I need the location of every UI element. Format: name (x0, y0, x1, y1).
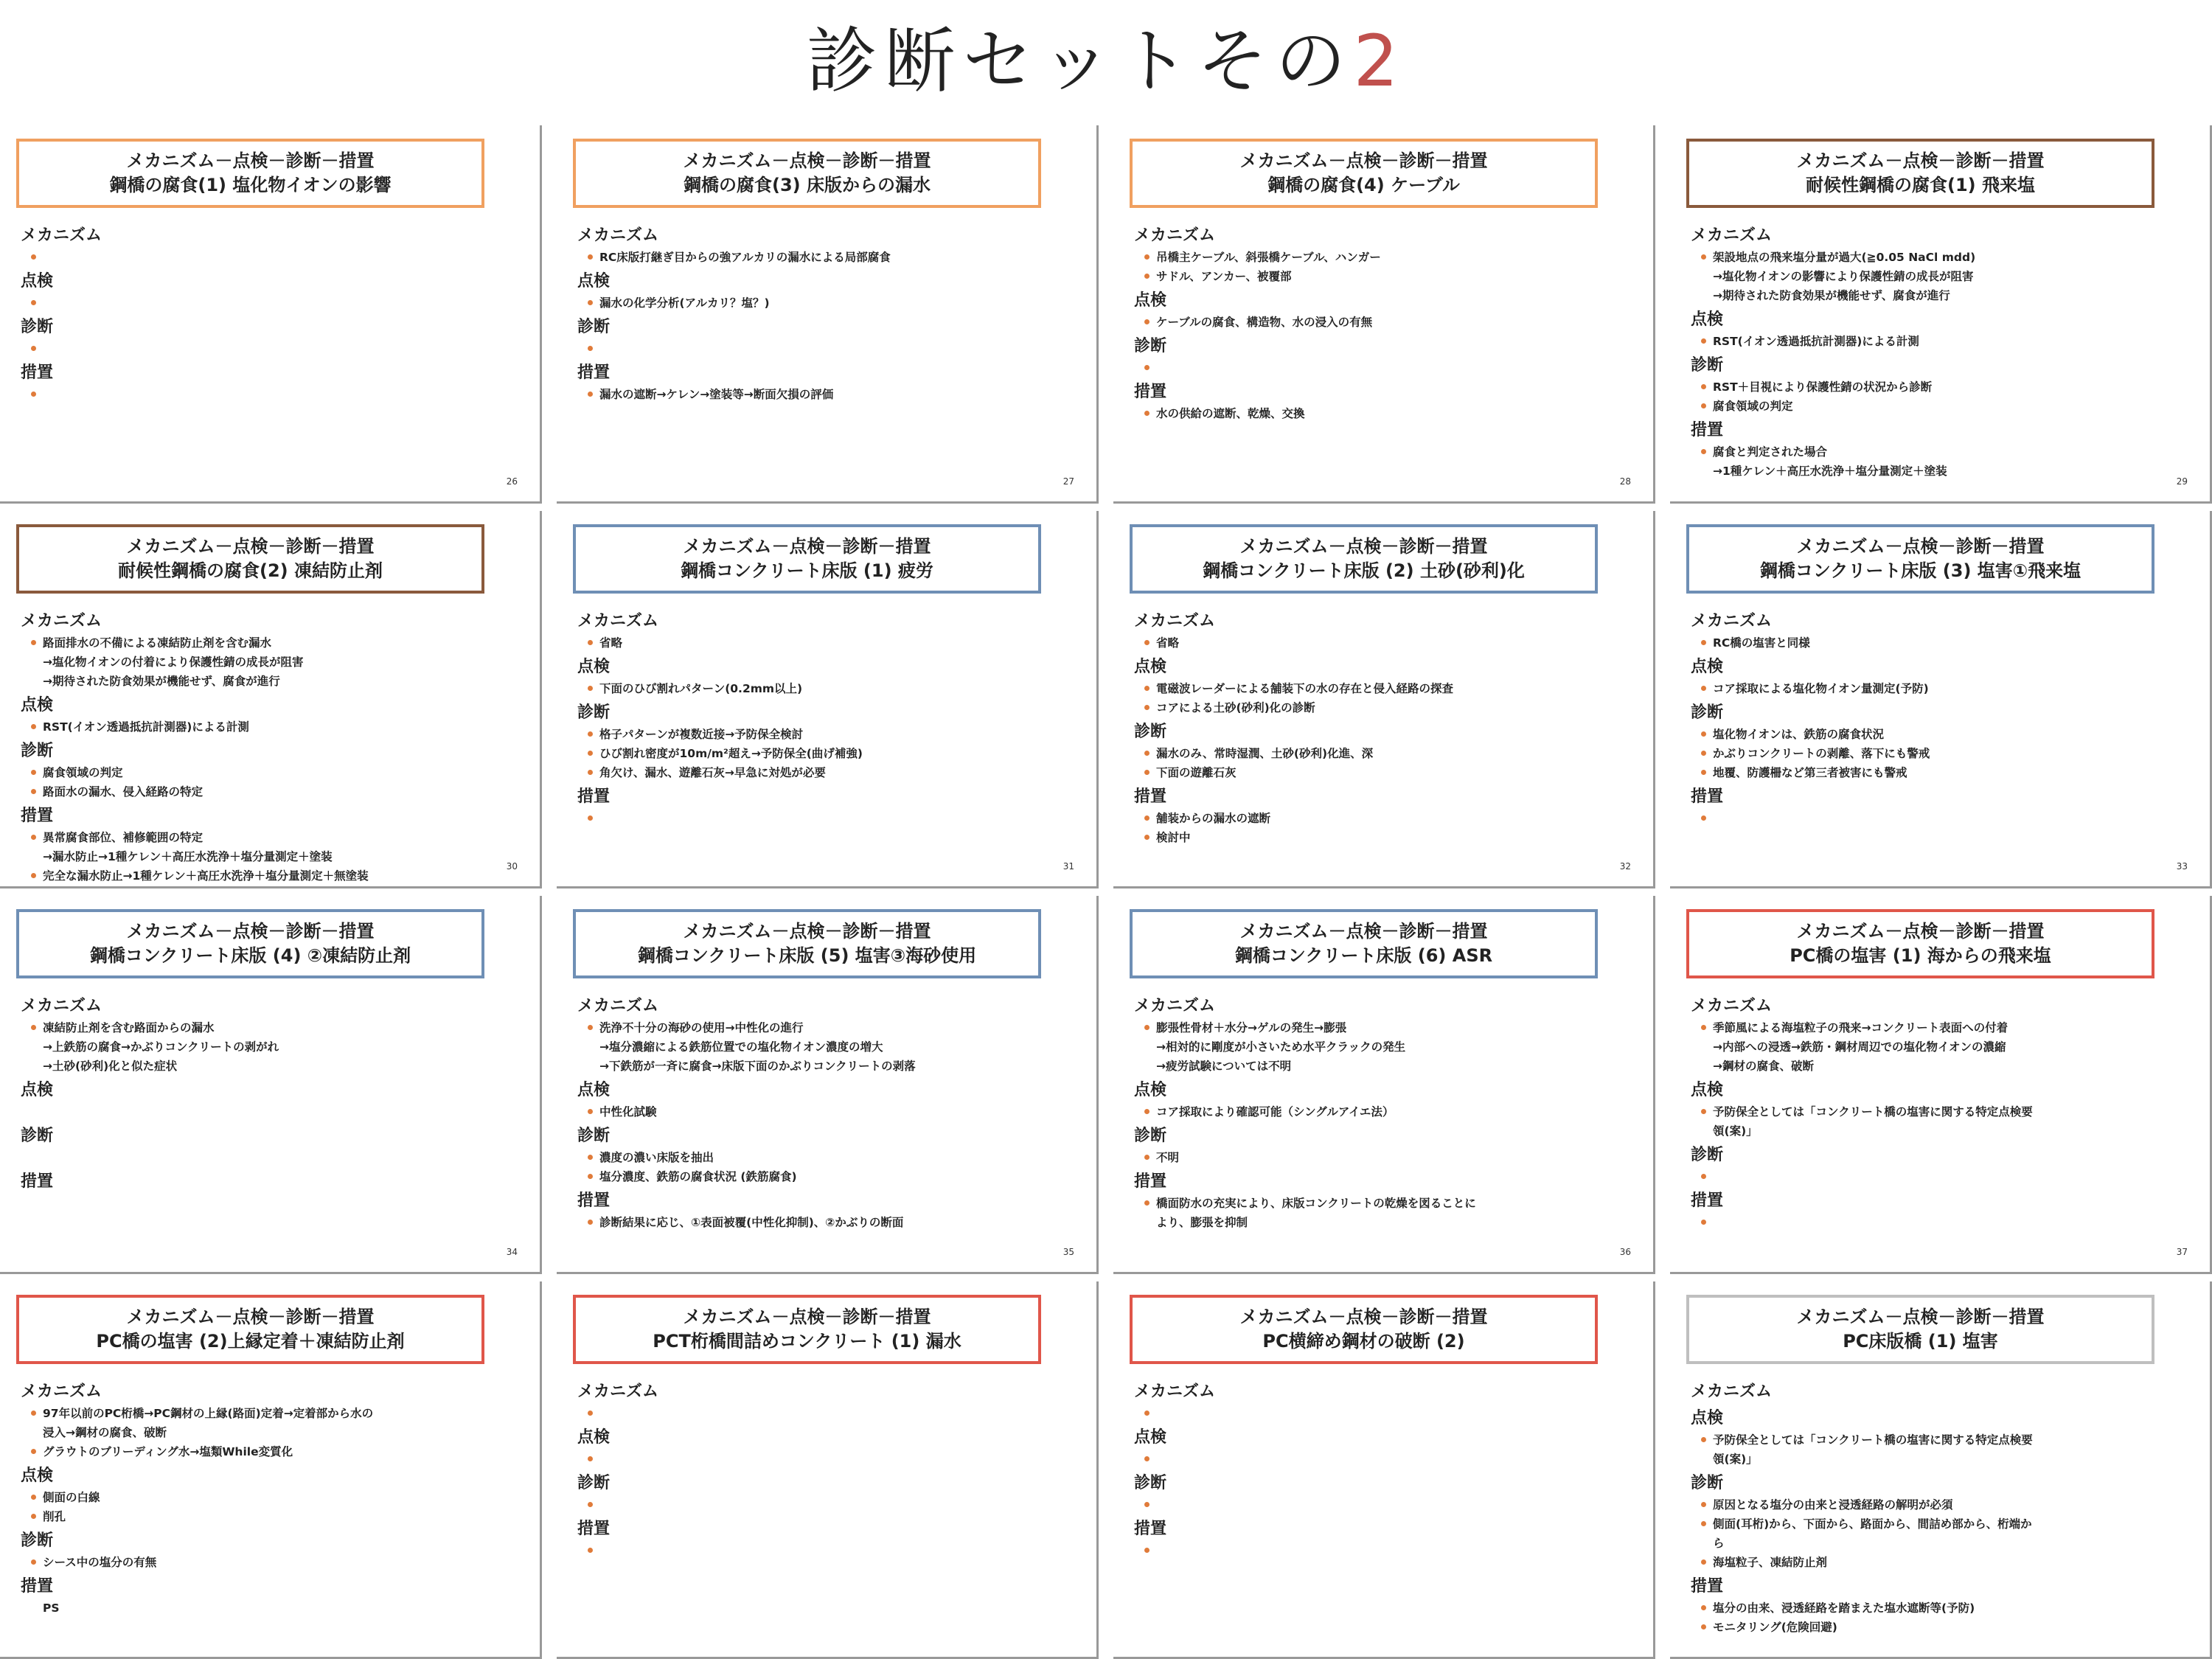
slide-thumbnail[interactable] (557, 125, 1099, 504)
bullet-item: 腐食と判定された場合 (1691, 442, 2191, 462)
section-heading: 措置 (577, 787, 611, 806)
slide-page-number: 32 (1619, 861, 1631, 872)
slide-title-box (16, 139, 484, 208)
bullet-item: 不明 (1134, 1148, 1634, 1167)
bullet-item (1134, 1541, 1634, 1560)
bullet-item: 季節風による海塩粒子の飛来→コンクリート表面への付着 (1691, 1018, 2191, 1037)
slide-page-number: 27 (1062, 476, 1074, 487)
bullet-item: 地覆、防護柵など第三者被害にも警戒 (1691, 763, 2191, 782)
bullet-item (577, 339, 1077, 358)
bullet-item: RC橋の塩害と同様 (1691, 633, 2191, 653)
section-heading: 診断 (1691, 1473, 1724, 1492)
slide-thumbnail[interactable] (0, 511, 542, 889)
bullet-item: 下面の遊離石灰 (1134, 763, 1634, 782)
bullet-item (1134, 1450, 1634, 1469)
slide-page-number: 34 (506, 1246, 518, 1257)
section-heading: 点検 (577, 657, 611, 676)
bullet-item: 凍結防止剤を含む路面からの漏水 (21, 1018, 521, 1037)
section-heading: 点検 (1134, 1427, 1167, 1447)
continuation-line: →塩化物イオンの影響により保護性錆の成長が阻害 (1713, 270, 1974, 283)
section-heading: 措置 (577, 1519, 611, 1538)
section-heading: 診断 (21, 1127, 54, 1145)
section-heading: 診断 (1134, 337, 1167, 355)
slide-title-line: メカニズム－点検－診断－措置 (1796, 535, 2045, 557)
bullet-item: モニタリング(危険回避) (1691, 1618, 2191, 1637)
slide-subtitle-line: PC橋の塩害 (2)上縁定着＋凍結防止剤 (96, 1330, 405, 1352)
section-heading: 診断 (577, 703, 611, 722)
slide-body (15, 995, 521, 1194)
section-heading: 点検 (577, 1427, 611, 1447)
slide-title-box (1130, 524, 1598, 594)
section-heading: メカニズム (1134, 226, 1216, 245)
continuation-line: →下鉄筋が一斉に腐食→床版下面のかぶりコンクリートの剥落 (599, 1060, 916, 1073)
section-spacer (21, 1102, 521, 1121)
section-heading: メカニズム (577, 611, 659, 630)
continuation-line: 領(案)」 (1713, 1452, 1758, 1466)
bullet-item: 予防保全としては「コンクリート橋の塩害に関する特定点検要 (1691, 1430, 2191, 1450)
section-heading: メカニズム (577, 226, 659, 245)
section-heading: 診断 (577, 1127, 611, 1145)
bullet-item (1691, 809, 2191, 828)
slide-thumbnail[interactable] (1113, 896, 1655, 1274)
section-heading: 措置 (1134, 1172, 1167, 1191)
section-heading: 点検 (21, 1081, 54, 1099)
section-heading: メカニズム (1134, 997, 1216, 1015)
section-heading: 診断 (1134, 722, 1167, 741)
bullet-item: 側面の白線 (21, 1488, 521, 1507)
slide-title-box (16, 524, 484, 594)
continuation-line: →鋼材の腐食、破断 (1713, 1060, 1814, 1073)
bullet-item: 電磁波レーダーによる舗装下の水の存在と侵入経路の探査 (1134, 679, 1634, 698)
slide-body (1685, 610, 2191, 828)
bullet-item: 省略 (1134, 633, 1634, 653)
section-heading: 点検 (21, 272, 54, 291)
slide-subtitle-line: 耐候性鋼橋の腐食(1) 飛来塩 (1806, 175, 2035, 195)
bullet-item: RST(イオン透過抵抗計測器)による計測 (21, 717, 521, 737)
bullet-item: 漏水の遮断→ケレン→塗装等→断面欠損の評価 (577, 385, 1077, 404)
section-heading: 措置 (21, 364, 54, 382)
bullet-item: RST＋目視により保護性錆の状況から診断 (1691, 378, 2191, 397)
bullet-item: サドル、アンカー、被覆部 (1134, 267, 1634, 286)
continuation-line: →上鉄筋の腐食→かぶりコンクリートの剥がれ (43, 1040, 279, 1054)
section-heading: 診断 (1691, 1146, 1724, 1164)
continuation-line: →塩化物イオンの付着により保護性錆の成長が阻害 (43, 655, 304, 669)
bullet-item: 中性化試験 (577, 1102, 1077, 1121)
bullet-item (577, 1495, 1077, 1514)
slide-title-box (1130, 1295, 1598, 1364)
section-heading: メカニズム (21, 611, 102, 630)
slide-title-box (1686, 1295, 2154, 1364)
section-heading: メカニズム (21, 226, 102, 245)
bullet-item: 腐食領域の判定 (1691, 397, 2191, 416)
slide-thumbnail[interactable] (1670, 511, 2212, 889)
slide-body (571, 995, 1077, 1232)
bullet-item: 原因となる塩分の由来と浸透経路の解明が必須 (1691, 1495, 2191, 1514)
section-heading: 点検 (21, 1466, 54, 1485)
section-heading: 診断 (577, 318, 611, 336)
bullet-item: 塩分の由来、浸透経路を踏まえた塩水遮断等(予防) (1691, 1599, 2191, 1618)
slide-title-line: メカニズム－点検－診断－措置 (1796, 150, 2045, 171)
slide-page-number: 35 (1062, 1246, 1074, 1257)
slide-subtitle-line: 鋼橋コンクリート床版 (6) ASR (1234, 945, 1493, 966)
bullet-item: 下面のひび割れパターン(0.2mm以上) (577, 679, 1077, 698)
slide-subtitle-line: 鋼橋の腐食(3) 床版からの漏水 (684, 175, 931, 195)
slide-thumbnail[interactable] (0, 1281, 542, 1659)
slide-thumbnail[interactable] (0, 125, 542, 504)
bullet-item: 舗装からの漏水の遮断 (1134, 809, 1634, 828)
section-heading: 診断 (1691, 703, 1724, 722)
slide-subtitle-line: 耐候性鋼橋の腐食(2) 凍結防止剤 (118, 560, 383, 581)
bullet-item: 漏水の化学分析(アルカリ？塩？) (577, 293, 1077, 313)
slide-title-line: メカニズム－点検－診断－措置 (683, 150, 931, 171)
slide-body (571, 610, 1077, 828)
slide-title-line: メカニズム－点検－診断－措置 (683, 921, 931, 942)
bullet-item: シース中の塩分の有無 (21, 1553, 521, 1572)
bullet-item: 格子パターンが複数近接→予防保全検討 (577, 725, 1077, 744)
slide-subtitle-line: PC橋の塩害 (1) 海からの飛来塩 (1790, 945, 2051, 966)
slide-thumbnail[interactable] (1670, 1281, 2212, 1659)
bullet-item (21, 339, 521, 358)
section-heading: メカニズム (577, 997, 659, 1015)
continuation-line: より、膨張を抑制 (1156, 1216, 1248, 1229)
slide-title-line: メカニズム－点検－診断－措置 (1239, 1306, 1488, 1327)
slide-thumbnail[interactable] (557, 896, 1099, 1274)
slide-title-box (573, 1295, 1041, 1364)
bullet-item: 検討中 (1134, 828, 1634, 847)
section-heading: メカニズム (21, 997, 102, 1015)
bullet-item: 腐食領域の判定 (21, 763, 521, 782)
slide-subtitle-line: 鋼橋の腐食(4) ケーブル (1267, 175, 1460, 195)
slide-title-line: メカニズム－点検－診断－措置 (1239, 535, 1488, 557)
slide-subtitle-line: PC床版橋 (1) 塩害 (1843, 1330, 1998, 1352)
bullet-item (21, 248, 521, 267)
bullet-item: 路面排水の不備による凍結防止剤を含む漏水 (21, 633, 521, 653)
section-heading: 措置 (1691, 421, 1724, 439)
slide-title-line: メカニズム－点検－診断－措置 (1796, 921, 2045, 942)
section-heading: 措置 (21, 1172, 54, 1191)
slide-body (1685, 995, 2191, 1232)
slide-thumbnail[interactable] (1670, 125, 2212, 504)
bullet-item (1691, 1167, 2191, 1186)
bullet-item: 海塩粒子、凍結防止剤 (1691, 1553, 2191, 1572)
slide-subtitle-line: 鋼橋コンクリート床版 (4) ②凍結防止剤 (89, 945, 411, 966)
bullet-item (1134, 1404, 1634, 1423)
section-heading: 点検 (1691, 1408, 1724, 1427)
slide-thumbnail[interactable] (1113, 1281, 1655, 1659)
slide-page-number: 31 (1062, 861, 1074, 872)
bullet-item: かぶりコンクリートの剥離、落下にも警戒 (1691, 744, 2191, 763)
section-heading: 点検 (21, 695, 54, 714)
section-heading: 診断 (1691, 356, 1724, 375)
slide-page-number: 37 (2176, 1246, 2188, 1257)
section-heading: 措置 (21, 806, 54, 825)
slide-title-line: メカニズム－点検－診断－措置 (126, 150, 375, 171)
section-heading: メカニズム (21, 1382, 102, 1401)
slide-body (15, 1380, 521, 1618)
slide-title-line: メカニズム－点検－診断－措置 (1796, 1306, 2045, 1327)
slide-body (1128, 1380, 1634, 1560)
bullet-item (577, 809, 1077, 828)
continuation-line: →塩分濃縮による鉄筋位置での塩化物イオン濃度の増大 (599, 1040, 883, 1054)
bullet-item: 塩分濃度、鉄筋の腐食状況 (鉄筋腐食) (577, 1167, 1077, 1186)
continuation-line: →期待された防食効果が機能せず、腐食が進行 (1713, 289, 1950, 302)
section-heading: 点検 (1691, 310, 1724, 329)
slide-title-line: メカニズム－点検－診断－措置 (126, 921, 375, 942)
continuation-line: ら (1713, 1536, 1725, 1550)
slide-title-box (1686, 909, 2154, 978)
slide-thumbnail[interactable] (1113, 511, 1655, 889)
section-heading: 措置 (1134, 787, 1167, 806)
section-heading: 点検 (1691, 657, 1724, 676)
bullet-item: 架設地点の飛来塩分量が過大(≧0.05 NaCl mdd) (1691, 248, 2191, 267)
slide-thumbnail[interactable] (557, 1281, 1099, 1659)
bullet-item: RC床版打継ぎ目からの強アルカリの漏水による局部腐食 (577, 248, 1077, 267)
section-spacer: PS (43, 1601, 60, 1615)
slide-body (15, 610, 521, 886)
slide-title-box (1130, 909, 1598, 978)
slide-subtitle-line: PCT桁橋間詰めコンクリート (1) 漏水 (653, 1330, 961, 1352)
bullet-item: コア採取による塩化物イオン量測定(予防) (1691, 679, 2191, 698)
slide-subtitle-line: 鋼橋コンクリート床版 (5) 塩害③海砂使用 (637, 945, 977, 966)
bullet-item: 省略 (577, 633, 1077, 653)
slide-thumbnail[interactable] (0, 896, 542, 1274)
bullet-item (577, 1450, 1077, 1469)
slide-title-line: メカニズム－点検－診断－措置 (1239, 150, 1488, 171)
slide-subtitle-line: 鋼橋コンクリート床版 (2) 土砂(砂利)化 (1203, 560, 1525, 581)
section-heading: メカニズム (1691, 997, 1773, 1015)
slide-title-line: メカニズム－点検－診断－措置 (126, 535, 375, 557)
section-heading: 点検 (577, 1081, 611, 1099)
section-heading: メカニズム (1691, 611, 1773, 630)
bullet-item: 削孔 (21, 1507, 521, 1526)
slide-page-number: 36 (1619, 1246, 1631, 1257)
slide-thumbnail[interactable] (557, 511, 1099, 889)
slide-thumbnail[interactable] (1670, 896, 2212, 1274)
bullet-item (1134, 358, 1634, 378)
slide-title-box (573, 139, 1041, 208)
bullet-item: ケーブルの腐食、構造物、水の浸入の有無 (1134, 313, 1634, 332)
section-heading: メカニズム (1691, 226, 1773, 245)
slide-body (15, 224, 521, 404)
section-heading: 点検 (1691, 1081, 1724, 1099)
slide-body (571, 224, 1077, 404)
section-heading: 診断 (1134, 1473, 1167, 1492)
slide-page-number: 29 (2176, 476, 2188, 487)
slide-subtitle-line: 鋼橋コンクリート床版 (3) 塩害①飛来塩 (1759, 560, 2081, 581)
section-heading: 診断 (21, 1531, 54, 1550)
section-heading: 措置 (1691, 1192, 1724, 1210)
bullet-item: 吊橋主ケーブル、斜張橋ケーブル、ハンガー (1134, 248, 1634, 267)
bullet-item (21, 293, 521, 313)
slide-title-box (573, 524, 1041, 594)
slide-title-box (1686, 139, 2154, 208)
continuation-line: 浸入→鋼材の腐食、破断 (43, 1425, 167, 1439)
slide-title-line: メカニズム－点検－診断－措置 (683, 535, 931, 557)
continuation-line: →1種ケレン＋高圧水洗浄＋塩分量測定＋塗装 (1713, 465, 1947, 478)
continuation-line: →漏水防止→1種ケレン＋高圧水洗浄＋塩分量測定＋塗装 (43, 849, 333, 863)
bullet-item: RST(イオン透過抵抗計測器)による計測 (1691, 332, 2191, 351)
bullet-item: 予防保全としては「コンクリート橋の塩害に関する特定点検要 (1691, 1102, 2191, 1121)
section-heading: 点検 (1134, 291, 1167, 310)
bullet-item: 角欠け、漏水、遊離石灰→早急に対処が必要 (577, 763, 1077, 782)
bullet-item: ひび割れ密度が10m/m²超え→予防保全(曲げ補強) (577, 744, 1077, 763)
section-heading: 点検 (1134, 657, 1167, 676)
slide-title-line: メカニズム－点検－診断－措置 (1239, 921, 1488, 942)
continuation-line: 領(案)」 (1713, 1124, 1758, 1138)
slide-page-number: 28 (1619, 476, 1631, 487)
section-heading: メカニズム (577, 1382, 659, 1401)
bullet-item: 濃度の濃い床版を抽出 (577, 1148, 1077, 1167)
bullet-item: グラウトのブリーディング水→塩類While変質化 (21, 1442, 521, 1461)
slide-title-box (16, 909, 484, 978)
section-heading: メカニズム (1134, 611, 1216, 630)
bullet-item (577, 1404, 1077, 1423)
section-heading: 措置 (21, 1576, 54, 1596)
section-heading: メカニズム (1691, 1382, 1773, 1401)
bullet-item: 水の供給の遮断、乾燥、交換 (1134, 404, 1634, 423)
section-heading: 措置 (1134, 383, 1167, 401)
section-heading: 措置 (1134, 1519, 1167, 1538)
section-heading: 措置 (577, 364, 611, 382)
bullet-item (21, 385, 521, 404)
section-heading: 診断 (1134, 1127, 1167, 1145)
bullet-item (1134, 1495, 1634, 1514)
bullet-item (577, 1541, 1077, 1560)
section-heading: 点検 (1134, 1081, 1167, 1099)
slide-body (571, 1380, 1077, 1560)
continuation-line: →疲労試験については不明 (1156, 1060, 1292, 1073)
bullet-item: 洗浄不十分の海砂の使用→中性化の進行 (577, 1018, 1077, 1037)
section-heading: 措置 (1691, 1576, 1724, 1596)
section-heading: 点検 (577, 272, 611, 291)
bullet-item: 完全な漏水防止→1種ケレン＋高圧水洗浄＋塩分量測定＋無塗装 (21, 866, 521, 886)
bullet-item: 膨張性骨材＋水分→ゲルの発生→膨張 (1134, 1018, 1634, 1037)
bullet-item: コアによる土砂(砂利)化の診断 (1134, 698, 1634, 717)
slide-title-box (16, 1295, 484, 1364)
slide-body (1685, 1380, 2191, 1637)
continuation-line: →内部への浸透→鉄筋・鋼材周辺での塩化物イオンの濃縮 (1713, 1040, 2006, 1054)
section-heading: メカニズム (1134, 1382, 1216, 1401)
slide-body (1128, 224, 1634, 423)
slide-subtitle-line: 鋼橋の腐食(1) 塩化物イオンの影響 (109, 175, 392, 195)
bullet-item: 診断結果に応じ、①表面被覆(中性化抑制)、②かぶりの断面 (577, 1213, 1077, 1232)
section-heading: 診断 (577, 1473, 611, 1492)
section-heading: 措置 (577, 1192, 611, 1210)
slide-body (1685, 224, 2191, 481)
bullet-item: 異常腐食部位、補修範囲の特定 (21, 828, 521, 847)
slide-thumbnail[interactable] (1113, 125, 1655, 504)
slide-body (1128, 995, 1634, 1232)
bullet-item: 漏水のみ、常時湿潤、土砂(砂利)化進、深 (1134, 744, 1634, 763)
slide-page-number: 30 (506, 861, 518, 872)
page-title: 診断セットその2 (806, 20, 1406, 102)
page-title-number: 2 (1353, 20, 1406, 102)
section-heading: 診断 (21, 318, 54, 336)
bullet-item: 側面(耳桁)から、下面から、路面から、間詰め部から、桁端か (1691, 1514, 2191, 1534)
bullet-item: コア採取により確認可能（シングルアイエ法） (1134, 1102, 1634, 1121)
slide-page-number: 26 (506, 476, 518, 487)
section-heading: 診断 (21, 741, 54, 760)
slide-subtitle-line: 鋼橋コンクリート床版 (1) 疲労 (681, 560, 933, 581)
slide-title-line: メカニズム－点検－診断－措置 (126, 1306, 375, 1327)
bullet-item: 塩化物イオンは、鉄筋の腐食状況 (1691, 725, 2191, 744)
continuation-line: →相対的に剛度が小さいため水平クラックの発生 (1156, 1040, 1406, 1054)
slide-body (1128, 610, 1634, 847)
section-heading: 措置 (1691, 787, 1724, 806)
continuation-line: →土砂(砂利)化と似た症状 (43, 1060, 178, 1073)
section-spacer (21, 1148, 521, 1167)
slide-title-box (573, 909, 1041, 978)
slide-title-line: メカニズム－点検－診断－措置 (683, 1306, 931, 1327)
slide-page-number: 33 (2176, 861, 2188, 872)
slide-title-box (1130, 139, 1598, 208)
slide-grid (0, 125, 2212, 1659)
slide-subtitle-line: PC横締め鋼材の破断 (2) (1262, 1330, 1465, 1352)
bullet-item: 路面水の漏水、侵入経路の特定 (21, 782, 521, 801)
bullet-item (1691, 1213, 2191, 1232)
bullet-item: 97年以前のPC桁橋→PC鋼材の上縁(路面)定着→定着部から水の (21, 1404, 521, 1423)
continuation-line: →期待された防食効果が機能せず、腐食が進行 (43, 674, 280, 688)
bullet-item: 橋面防水の充実により、床版コンクリートの乾燥を図ることに (1134, 1194, 1634, 1213)
slide-title-box (1686, 524, 2154, 594)
